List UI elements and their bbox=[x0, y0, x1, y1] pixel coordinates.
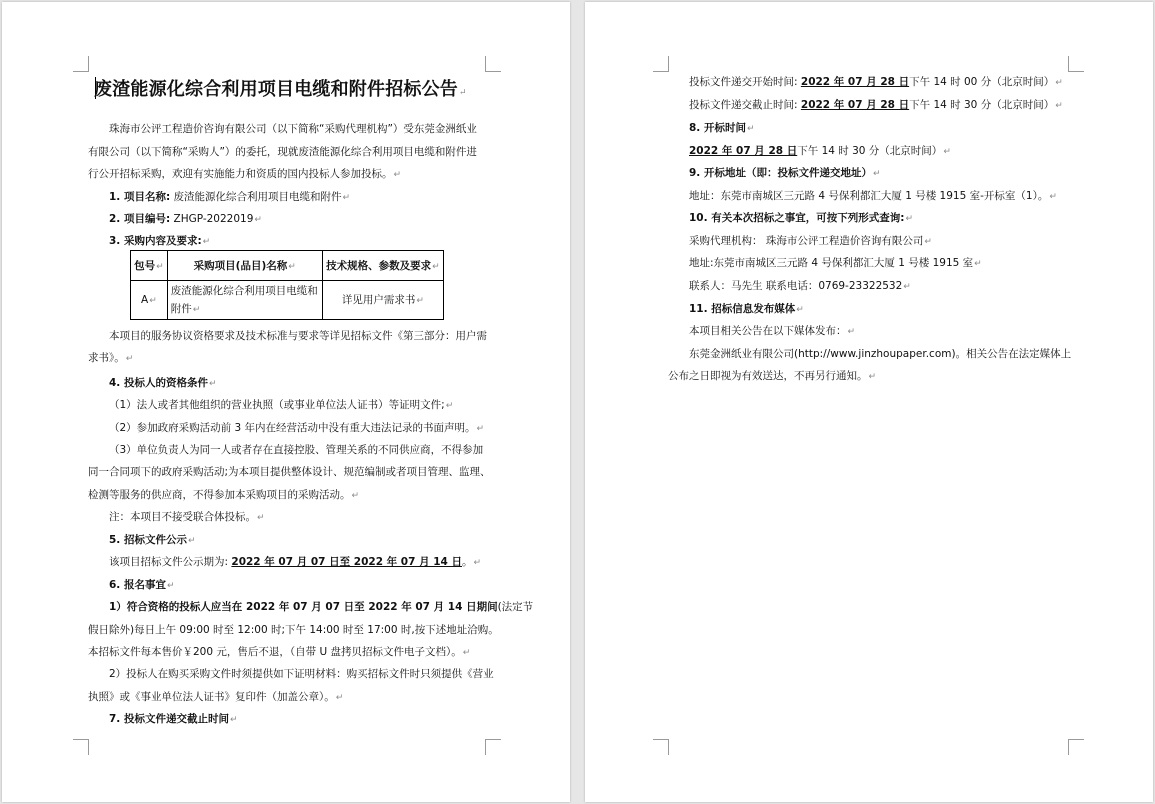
intro-line[interactable]: 行公开招标采购，欢迎有实施能力和资质的国内投标人参加投标。↵ bbox=[88, 168, 402, 180]
margin-corner-mark bbox=[485, 739, 501, 755]
body-line[interactable]: 检测等服务的供应商，不得参加本采购项目的采购活动。↵ bbox=[88, 489, 360, 501]
body-line[interactable]: （1）法人或者其他组织的营业执照（或事业单位法人证书）等证明文件;↵ bbox=[109, 399, 454, 411]
body-line[interactable]: 公布之日即视为有效送达，不再另行通知。↵ bbox=[668, 370, 877, 382]
section-heading[interactable]: 8. 开标时间↵ bbox=[689, 122, 755, 134]
table-row bbox=[131, 281, 444, 320]
body-line[interactable]: 2）投标人在购买采购文件时须提供如下证明材料：购买招标文件时只须提供《营业 bbox=[109, 668, 494, 680]
margin-corner-mark bbox=[1068, 56, 1084, 72]
table-cell: 详见用户需求书↵ bbox=[322, 281, 443, 320]
body-line[interactable]: 东莞金洲纸业有限公司(http://www.jinzhoupaper.com)。相关公告在法定媒体上 bbox=[689, 348, 1072, 360]
body-line[interactable]: （3）单位负责人为同一人或者存在直接控股、管理关系的不同供应商，不得参加 bbox=[109, 444, 484, 456]
margin-corner-mark bbox=[653, 739, 669, 755]
margin-corner-mark bbox=[1068, 739, 1084, 755]
intro-line[interactable]: 有限公司（以下简称“采购人”）的委托，现就废渣能源化综合利用项目电缆和附件进 bbox=[88, 146, 477, 158]
section-heading[interactable]: 5. 招标文件公示↵ bbox=[109, 534, 196, 546]
bid-opening-time[interactable]: 2022 年 07 月 28 日下午 14 时 30 分（北京时间）↵ bbox=[689, 145, 951, 157]
body-line[interactable]: 采购代理机构： 珠海市公评工程造价咨询有限公司↵ bbox=[689, 235, 932, 247]
section-heading[interactable]: 11. 招标信息发布媒体↵ bbox=[689, 303, 804, 315]
body-line[interactable]: 地址：东莞市南城区三元路 4 号保利都汇大厦 1 号楼 1915 室-开标室（1）。↵ bbox=[689, 190, 1057, 202]
margin-corner-mark bbox=[485, 56, 501, 72]
body-line[interactable]: 本招标文件每本售价￥200 元，售后不退，（自带 U 盘拷贝招标文件电子文档）。↵ bbox=[88, 646, 471, 658]
table-header-row bbox=[131, 251, 444, 281]
body-line[interactable]: 该项目招标文件公示期为: 2022 年 07 月 07 日至 2022 年 07 月 14 日。↵ bbox=[109, 556, 482, 568]
section-heading[interactable]: 7. 投标文件递交截止时间↵ bbox=[109, 713, 238, 725]
body-line[interactable]: 1）符合资格的投标人应当在 2022 年 07 月 07 日至 2022 年 07 月 14 日期间(法定节 bbox=[109, 601, 534, 613]
document-page-1[interactable] bbox=[2, 2, 570, 802]
body-line[interactable]: 联系人：马先生 联系电话：0769-23322532↵ bbox=[689, 280, 911, 292]
submission-start-time[interactable]: 投标文件递交开始时间: 2022 年 07 月 28 日下午 14 时 00 分（北京时间）↵ bbox=[689, 76, 1063, 88]
project-number[interactable]: 2. 项目编号: ZHGP-2022019↵ bbox=[109, 213, 262, 225]
project-name[interactable]: 1. 项目名称: 废渣能源化综合利用项目电缆和附件↵ bbox=[109, 191, 351, 203]
procurement-table[interactable] bbox=[130, 250, 444, 320]
body-line[interactable]: 地址:东莞市南城区三元路 4 号保利都汇大厦 1 号楼 1915 室↵ bbox=[689, 257, 982, 269]
section-heading[interactable]: 10. 有关本次招标之事宜，可按下列形式查询:↵ bbox=[689, 212, 914, 224]
body-line[interactable]: 本项目相关公告在以下媒体发布：↵ bbox=[689, 325, 856, 337]
body-line[interactable]: 注：本项目不接受联合体投标。↵ bbox=[109, 511, 265, 523]
submission-end-time[interactable]: 投标文件递交截止时间: 2022 年 07 月 28 日下午 14 时 30 分（北京时间）↵ bbox=[689, 99, 1063, 111]
table-header: 采购项目(品目)名称↵ bbox=[167, 251, 322, 281]
margin-corner-mark bbox=[73, 739, 89, 755]
body-line[interactable]: 求书》。↵ bbox=[88, 352, 134, 364]
margin-corner-mark bbox=[653, 56, 669, 72]
document-page-2[interactable] bbox=[585, 2, 1153, 802]
body-line[interactable]: 执照》或《事业单位法人证书》复印件（加盖公章）。↵ bbox=[88, 691, 344, 703]
document-title[interactable]: 废渣能源化综合利用项目电缆和附件招标公告↵ bbox=[94, 79, 467, 100]
table-cell: 废渣能源化综合利用项目电缆和 附件↵ bbox=[167, 281, 322, 320]
body-line[interactable]: （2）参加政府采购活动前 3 年内在经营活动中没有重大违法记录的书面声明。↵ bbox=[109, 422, 485, 434]
body-line[interactable]: 假日除外)每日上午 09:00 时至 12:00 时;下午 14:00 时至 17:00 时,按下述地址洽购。 bbox=[88, 624, 499, 636]
table-header: 包号↵ bbox=[131, 251, 168, 281]
table-cell: A↵ bbox=[131, 281, 168, 320]
procurement-heading[interactable]: 3. 采购内容及要求:↵ bbox=[109, 235, 211, 247]
table-header: 技术规格、参数及要求↵ bbox=[322, 251, 443, 281]
margin-corner-mark bbox=[73, 56, 89, 72]
section-heading[interactable]: 6. 报名事宜↵ bbox=[109, 579, 175, 591]
section-heading[interactable]: 4. 投标人的资格条件↵ bbox=[109, 377, 217, 389]
intro-line[interactable]: 珠海市公评工程造价咨询有限公司（以下简称“采购代理机构”）受东莞金洲纸业 bbox=[109, 123, 477, 135]
section-heading[interactable]: 9. 开标地址（即：投标文件递交地址）↵ bbox=[689, 167, 881, 179]
body-line[interactable]: 本项目的服务协议资格要求及技术标准与要求等详见招标文件《第三部分：用户需 bbox=[109, 330, 487, 342]
body-line[interactable]: 同一合同项下的政府采购活动;为本项目提供整体设计、规范编制或者项目管理、监理、 bbox=[88, 466, 491, 478]
